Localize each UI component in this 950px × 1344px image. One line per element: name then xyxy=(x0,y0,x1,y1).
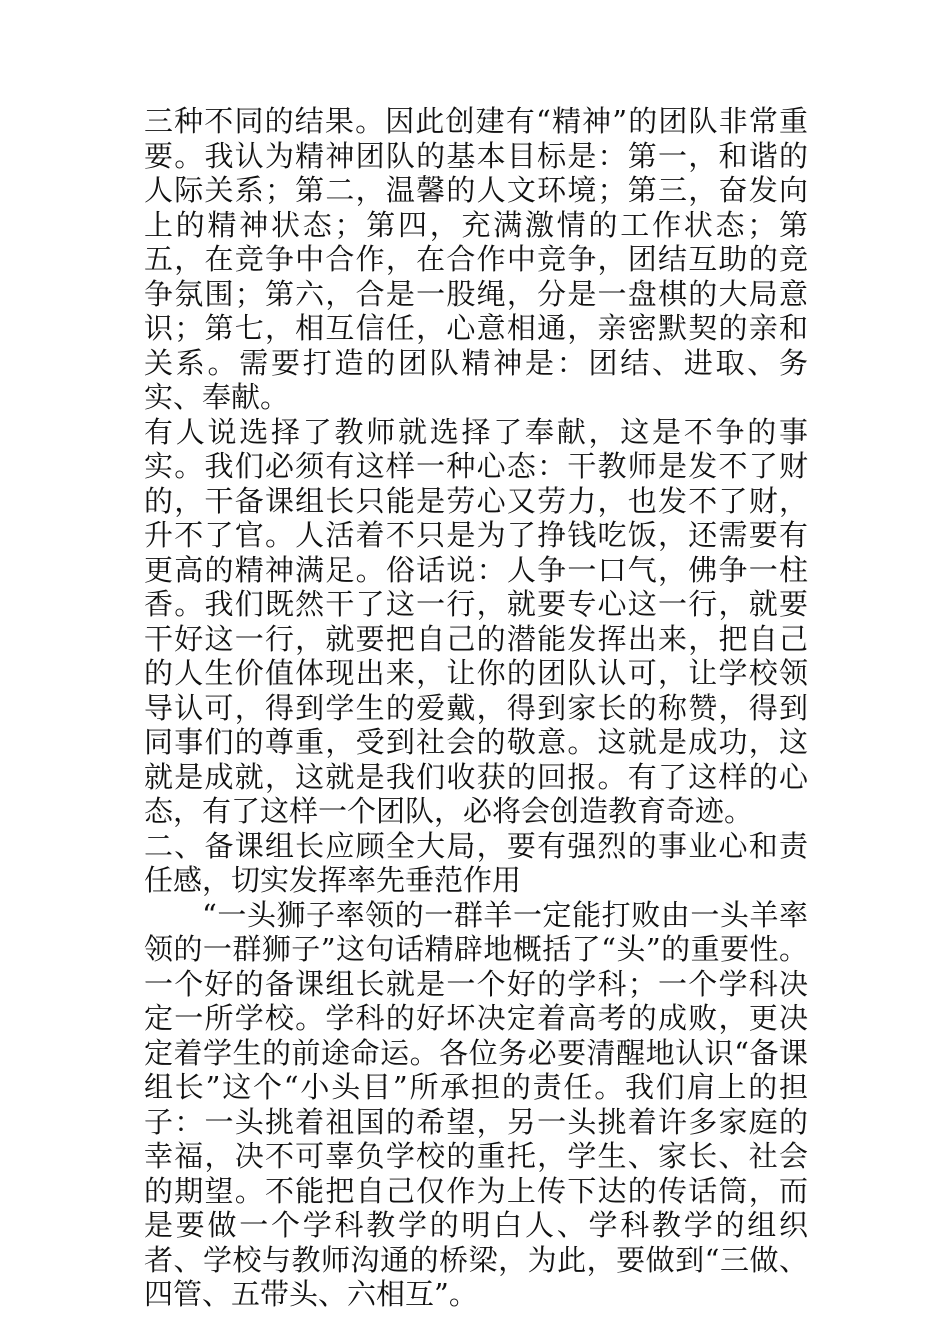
paragraph-leader-importance: “一头狮子率领的一群羊一定能打败由一头羊率领的一群狮子”这句话精辟地概括了“头”的重要性。一个好的备课组长就是一个好的学科；一个学科决定一所学校。学科的好坏决定着高考的成败，更决定着学生的前途命运。各位务必要清醒地认识“备课组长”这个“小头目”所承担的责任。我们肩上的担子：一头挑着祖国的希望，另一头挑着许多家庭的幸福，决不可辜负学校的重托，学生、家长、社会的期望。不能把自己仅作为上传下达的传话筒，而是要做一个学科教学的明白人、学科教学的组织者、学校与教师沟通的桥梁，为此，要做到“三做、四管、五带头、六相互”。 xyxy=(144,897,808,1311)
paragraph-dedication-mindset: 有人说选择了教师就选择了奉献，这是不争的事实。我们必须有这样一种心态：干教师是发不了财的，干备课组长只能是劳心又劳力，也发不了财，升不了官。人活着不只是为了挣钱吃饭，还需要有更高的精神满足。俗话说：人争一口气，佛争一柱香。我们既然干了这一行，就要专心这一行，就要干好这一行，就要把自己的潜能发挥出来，把自己的人生价值体现出来，让你的团队认可，让学校领导认可，得到学生的爱戴，得到家长的称赞，得到同事们的尊重，受到社会的敬意。这就是成功，这就是成就，这就是我们收获的回报。有了这样的心态，有了这样一个团队，必将会创造教育奇迹。 xyxy=(144,414,808,828)
section-heading-two: 二、备课组长应顾全大局，要有强烈的事业心和责任感，切实发挥率先垂范作用 xyxy=(144,828,808,897)
document-body xyxy=(144,104,808,1312)
paragraph-team-spirit-goals: 三种不同的结果。因此创建有“精神”的团队非常重要。我认为精神团队的基本目标是：第一，和谐的人际关系；第二，温馨的人文环境；第三，奋发向上的精神状态；第四，充满激情的工作状态；第五，在竞争中合作，在合作中竞争，团结互助的竞争氛围；第六，合是一股绳，分是一盘棋的大局意识；第七，相互信任，心意相通，亲密默契的亲和关系。需要打造的团队精神是：团结、进取、务实、奉献。 xyxy=(144,104,808,414)
